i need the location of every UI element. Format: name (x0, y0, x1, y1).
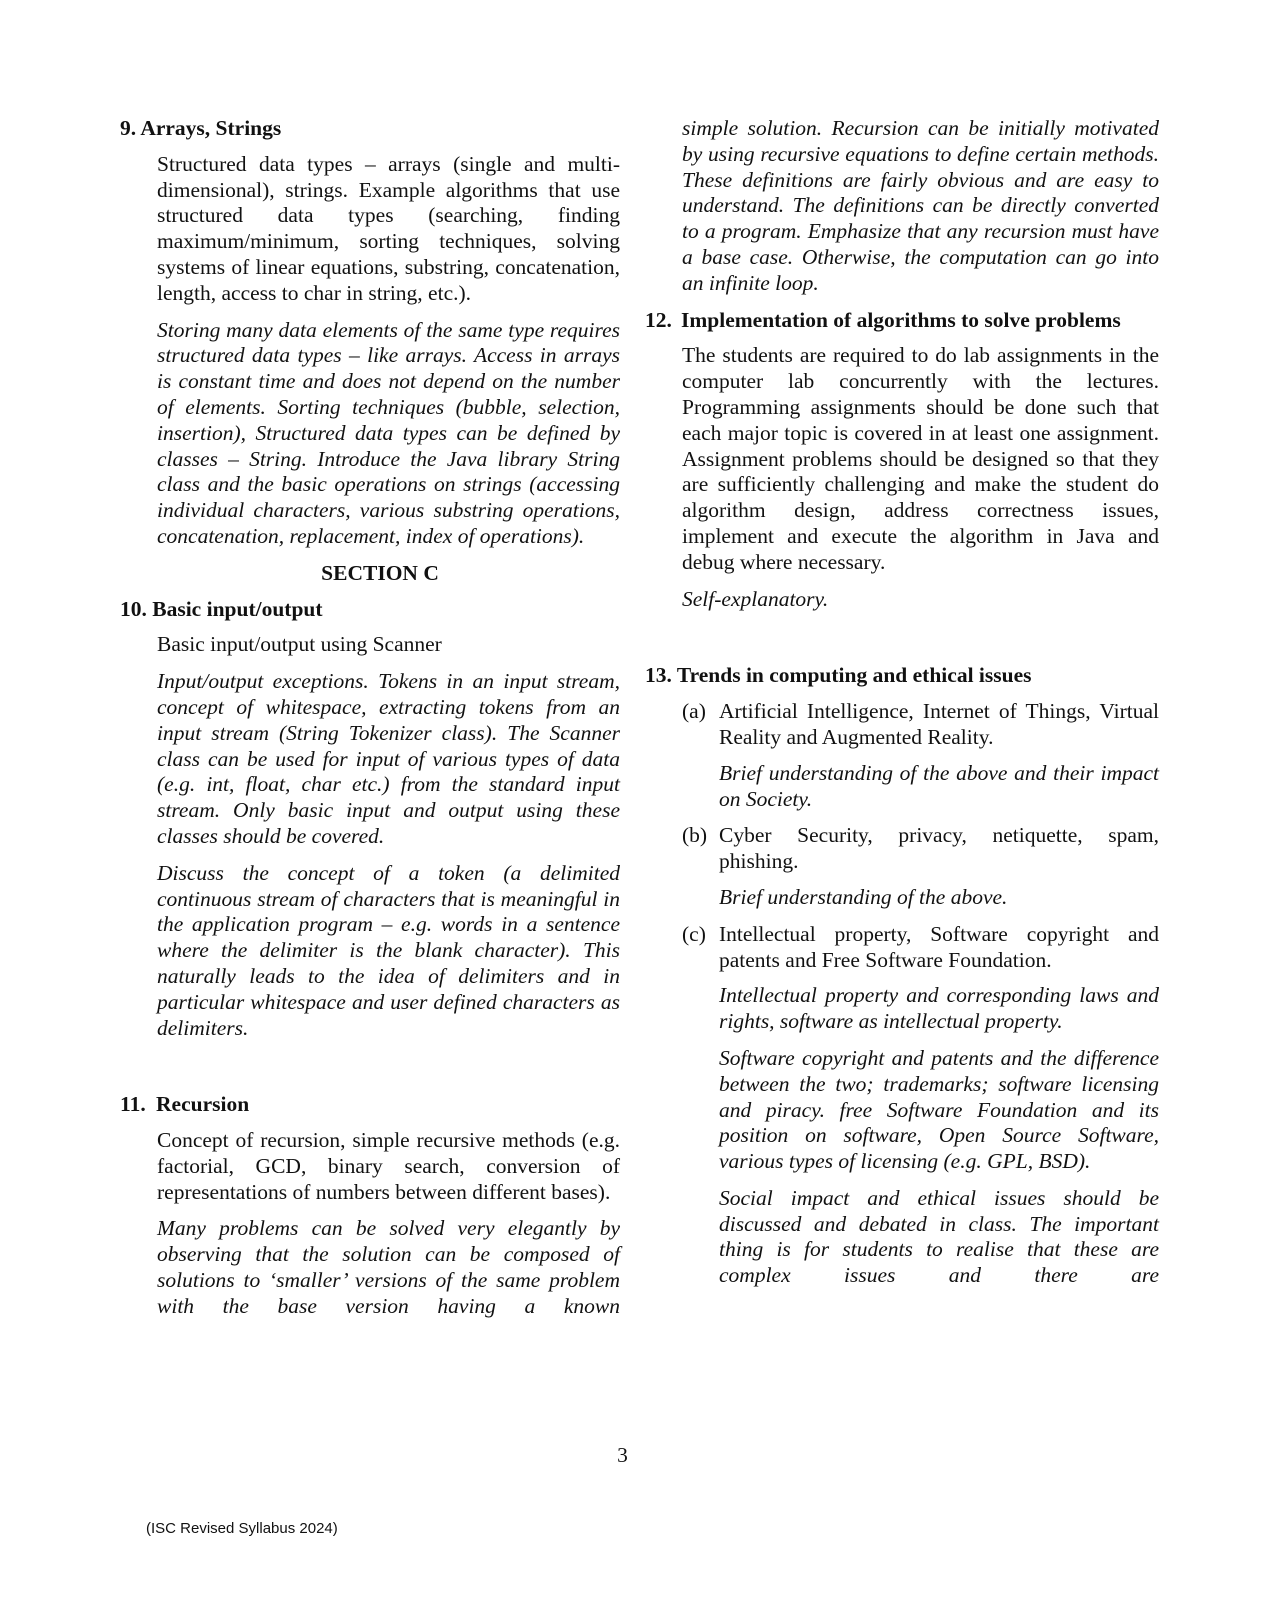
section-13-item-a: (a) Artificial Intelligence, Internet of Things, Virtual Reality and Augmented Reality. (682, 699, 1159, 749)
right-column (645, 116, 1159, 1300)
section-11-note-continued: simple solution. Recursion can be initially motivated by using recursive equations to define certain methods. These definitions are fairly obvious and are easy to understand. The definitions can be directly converted to a program. Emphasize that any recursion must have a base case. Otherwise, the computation can go into an infinite loop. (682, 116, 1159, 295)
section-c-title: SECTION C (321, 560, 439, 585)
section-13-item-b: (b) Cyber Security, privacy, netiquette, spam, phishing. (682, 823, 1159, 874)
section-11-note: Many problems can be solved very elegantly by observing that the solution can be composed of solutions to ‘smaller’ versions of the same problem with the base version having a known (157, 1216, 620, 1318)
section-13-heading: 13. Trends in computing and ethical issues (645, 663, 1032, 688)
section-12-note: Self-explanatory. (682, 586, 829, 611)
section-13-item-c-note-3: Social impact and ethical issues should be discussed and debated in class. The important thing is for students to realise that these are complex issues and there are (719, 1185, 1159, 1288)
section-12-body: The students are required to do lab assignments in the computer lab concurrently with the lectures. Programming assignments should be done such that each major topic is covered in at least one assignment. Assignment problems should be designed so that they are sufficiently challenging and make the student do algorithm design, address correctness issues, implement and execute the algorithm in Java and debug where necessary. (682, 343, 1159, 574)
section-12-heading: 12. Implementation of algorithms to solve problems (645, 307, 1121, 332)
section-10-note-1: Input/output exceptions. Tokens in an input stream, concept of whitespace, extracting tokens from an input stream (String Tokenizer class). The Scanner class can be used for input of various types of data (e.g. int, float, char etc.) from the standard input stream. Only basic input and output using these classes should be covered. (157, 669, 620, 848)
section-13-item-c: (c) Intellectual property, Software copyright and patents and Free Software Foundation. (682, 921, 1159, 972)
section-13-item-c-note-2: Software copyright and patents and the difference between the two; trademarks; software licensing and piracy. free Software Foundation and its position on software, Open Source Software, various types of licensing (e.g. GPL, BSD). (719, 1045, 1159, 1174)
section-13-item-b-note: Brief understanding of the above. (719, 884, 1008, 909)
section-11-heading: 11. Recursion (120, 1092, 250, 1117)
section-9-body: Structured data types – arrays (single and multi-dimensional), strings. Example algorithms that use structured data types (searching, finding maximum/minimum, sorting techniques, solving systems of linear equations, substring, concatenation, length, access to char in string, etc.). (157, 151, 620, 305)
footer-note: (ISC Revised Syllabus 2024) (146, 1520, 338, 1537)
section-9-heading: 9. Arrays, Strings (120, 116, 282, 140)
section-13-item-a-note: Brief understanding of the above and their impact on Society. (719, 760, 1159, 811)
section-10-body: Basic input/output using Scanner (157, 632, 442, 657)
section-10-note-2: Discuss the concept of a token (a delimited continuous stream of characters that is meaningful in the application program – e.g. words in a sentence where the delimiter is the blank character). This naturally leads to the idea of delimiters and in particular whitespace and user defined characters as delimiters. (157, 860, 620, 1040)
left-column (120, 116, 620, 1331)
section-13-item-c-note-1: Intellectual property and corresponding laws and rights, software as intellectual property. (719, 983, 1159, 1034)
section-11-body: Concept of recursion, simple recursive methods (e.g. factorial, GCD, binary search, conversion of representations of numbers between different bases). (157, 1128, 620, 1204)
page-number: 3 (617, 1443, 628, 1467)
section-9-note: Storing many data elements of the same type requires structured data types – like arrays. Access in arrays is constant time and does not depend on the number of elements. Sorting techniques (bubble, selection, insertion), Structured data types can be defined by classes – String. Introduce the Java library String class and the basic operations on strings (accessing individual characters, various substring operations, concatenation, replacement, index of operations). (157, 317, 620, 548)
section-10-heading: 10. Basic input/output (120, 596, 323, 621)
